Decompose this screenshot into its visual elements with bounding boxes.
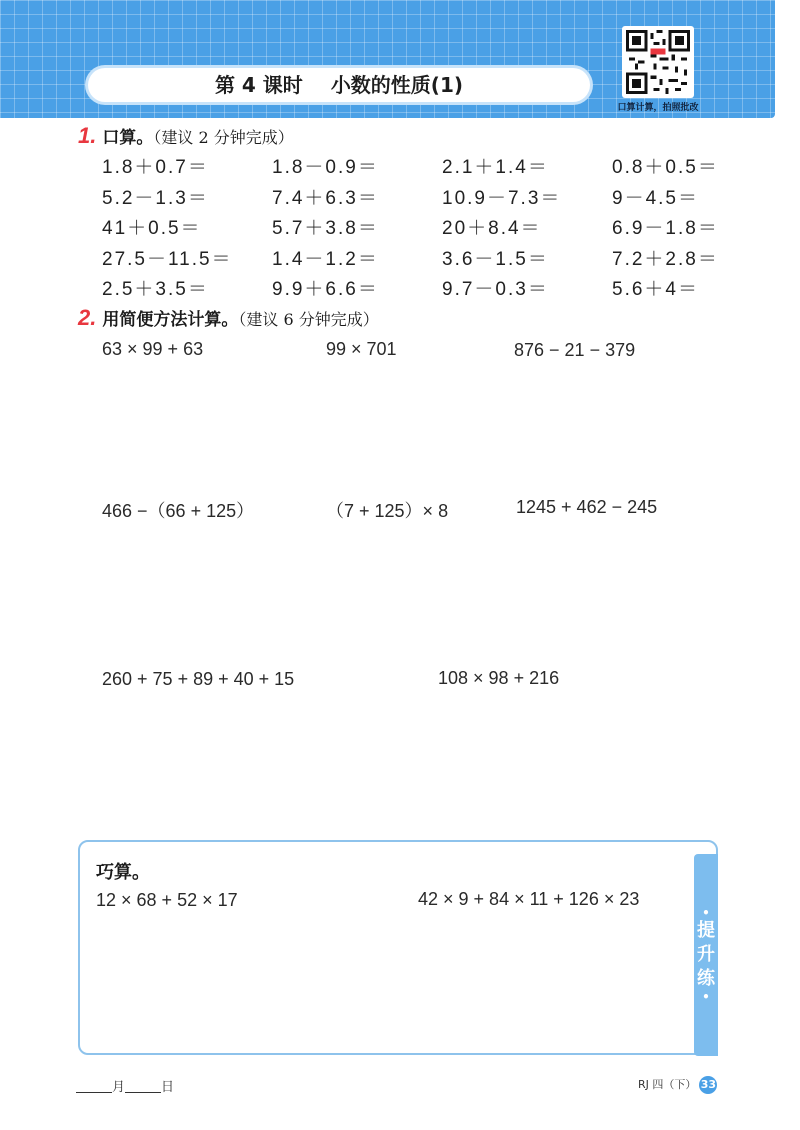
dot-icon: • xyxy=(702,990,710,1004)
oral-row xyxy=(102,274,742,305)
oral-row xyxy=(102,213,742,244)
lesson-topic: 小数的性质(1) xyxy=(330,73,464,97)
section-1-title: 口算。 xyxy=(102,128,154,148)
oral-problem: 10.9－7.3＝ xyxy=(442,187,562,209)
oral-problem: 1.8－0.9＝ xyxy=(272,157,379,178)
bonus-problem: 12 × 68 + 52 × 17 xyxy=(96,890,238,910)
section-2-number: 2. xyxy=(78,305,97,330)
oral-problem: 9.7－0.3＝ xyxy=(442,279,549,300)
edition-label: RJ 四（下） xyxy=(638,1078,697,1091)
oral-row xyxy=(102,244,742,275)
oral-row xyxy=(102,152,742,183)
dot-icon: • xyxy=(702,906,710,920)
oral-problem: 1.8＋0.7＝ xyxy=(102,157,209,178)
calc-problem: 108 × 98 + 216 xyxy=(438,668,560,688)
oral-problem: 9.9＋6.6＝ xyxy=(272,279,379,300)
oral-calc-grid xyxy=(102,152,742,305)
oral-problem: 2.1＋1.4＝ xyxy=(442,157,549,178)
calc-problem: 876 − 21 − 379 xyxy=(514,340,636,360)
oral-problem: 27.5－11.5＝ xyxy=(102,248,233,270)
calc-problem: 260 + 75 + 89 + 40 + 15 xyxy=(102,669,295,689)
calc-problem: （7 + 125）× 8 xyxy=(326,501,449,521)
calc-problem: 466 −（66 + 125） xyxy=(102,501,255,521)
lesson-number: 第 4 课时 xyxy=(214,73,303,97)
calc-problem: 63 × 99 + 63 xyxy=(102,339,204,359)
oral-problem: 20＋8.4＝ xyxy=(442,218,542,239)
side-tab-char: 练 xyxy=(697,968,715,989)
lesson-title-bar xyxy=(88,68,590,102)
oral-problem: 7.4＋6.3＝ xyxy=(272,187,379,209)
section-2-heading xyxy=(78,305,379,331)
qr-caption: 口算计算，拍照批改 xyxy=(617,103,699,113)
day-blank[interactable] xyxy=(125,1081,161,1093)
oral-problem: 0.8＋0.5＝ xyxy=(612,157,719,178)
section-1-heading xyxy=(78,123,294,149)
section-2-title: 用简便方法计算。 xyxy=(102,310,239,330)
oral-problem: 6.9－1.8＝ xyxy=(612,218,719,239)
bonus-title: 巧算。 xyxy=(96,862,150,883)
month-label: 月 xyxy=(112,1080,126,1095)
page-number: 33 xyxy=(699,1076,717,1094)
section-2-hint: （建议 6 分钟完成） xyxy=(238,310,379,329)
footer-edition xyxy=(638,1076,717,1094)
bonus-problem: 42 × 9 + 84 × 11 + 126 × 23 xyxy=(418,889,640,909)
section-1-number: 1. xyxy=(78,123,97,148)
side-tab-char: 提 xyxy=(697,920,715,941)
side-tab-upgrade-practice xyxy=(694,854,718,1056)
oral-problem: 9－4.5＝ xyxy=(612,187,699,209)
side-tab-char: 升 xyxy=(697,944,715,965)
bonus-box xyxy=(78,840,718,1055)
day-label: 日 xyxy=(161,1080,175,1095)
date-line xyxy=(76,1076,174,1095)
oral-problem: 2.5＋3.5＝ xyxy=(102,279,209,300)
month-blank[interactable] xyxy=(76,1081,112,1093)
calc-problem: 99 × 701 xyxy=(326,339,397,359)
oral-problem: 3.6－1.5＝ xyxy=(442,248,549,270)
oral-row xyxy=(102,183,742,214)
oral-problem: 41＋0.5＝ xyxy=(102,218,202,239)
oral-problem: 7.2＋2.8＝ xyxy=(612,248,719,270)
calc-problem: 1245 + 462 − 245 xyxy=(516,497,658,517)
oral-problem: 5.2－1.3＝ xyxy=(102,187,209,209)
oral-problem: 5.7＋3.8＝ xyxy=(272,218,379,239)
qr-code-icon[interactable] xyxy=(622,26,694,98)
oral-problem: 1.4－1.2＝ xyxy=(272,248,379,270)
oral-problem: 5.6＋4＝ xyxy=(612,279,699,300)
section-1-hint: （建议 2 分钟完成） xyxy=(153,128,294,147)
